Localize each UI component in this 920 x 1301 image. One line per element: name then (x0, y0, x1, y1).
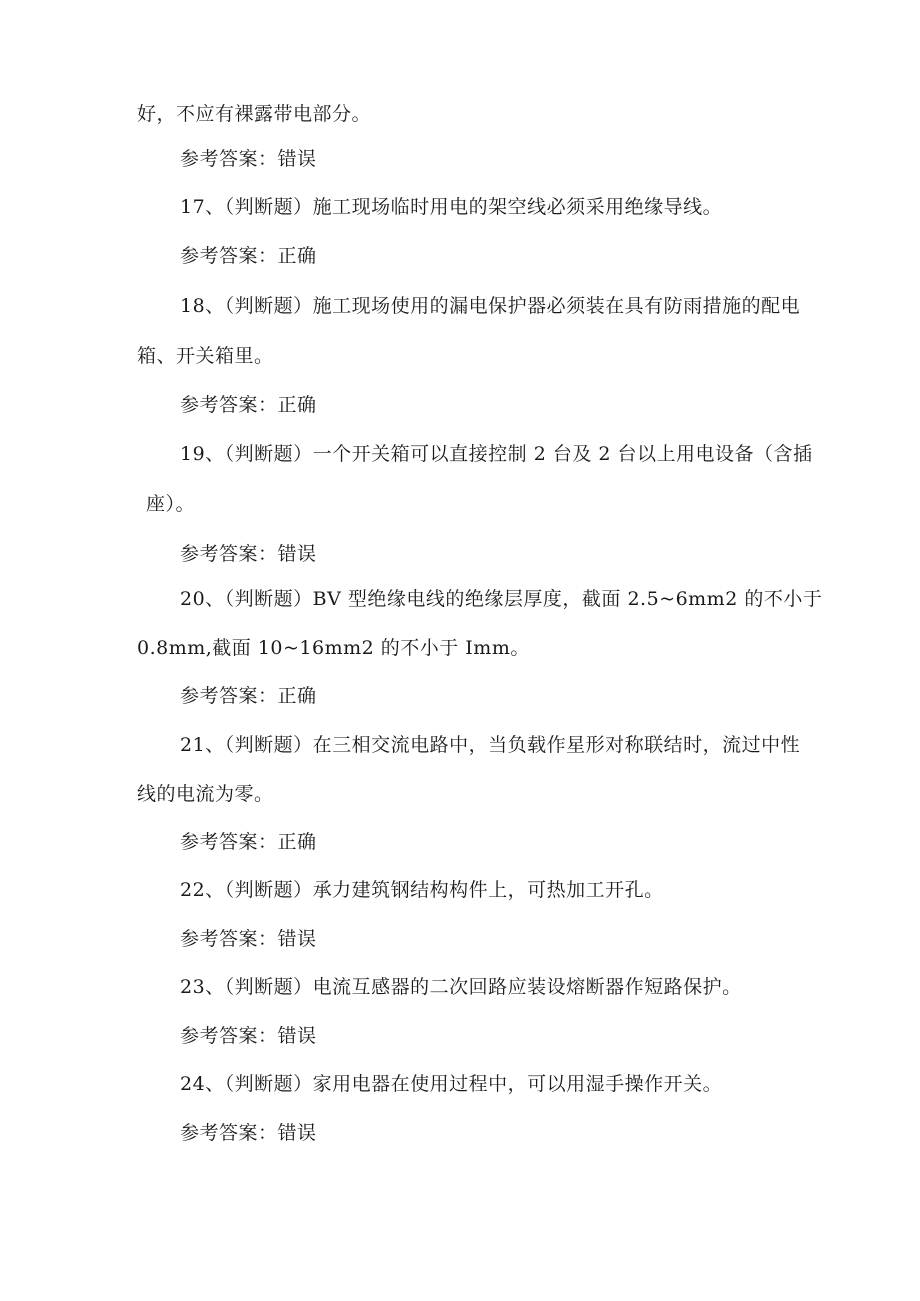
question-23: 23、（判断题）电流互感器的二次回路应装设熔断器作短路保护。 (180, 976, 742, 998)
question-18-line-2: 箱、开关箱里。 (137, 345, 274, 367)
answer-18: 参考答案：正确 (180, 394, 317, 416)
question-22: 22、（判断题）承力建筑钢结构构件上，可热加工开孔。 (180, 879, 664, 901)
question-19-line-1: 19、（判断题）一个开关箱可以直接控制 2 台及 2 台以上用电设备（含插 (180, 443, 813, 465)
question-24: 24、（判断题）家用电器在使用过程中，可以用湿手操作开关。 (180, 1073, 723, 1095)
question-19-line-2: 座）。 (146, 493, 196, 515)
question-17: 17、（判断题）施工现场临时用电的架空线必须采用绝缘导线。 (180, 196, 723, 218)
question-18-line-1: 18、（判断题）施工现场使用的漏电保护器必须装在具有防雨措施的配电 (180, 295, 801, 317)
answer-17: 参考答案：正确 (180, 245, 317, 267)
question-20-line-1: 20、（判断题）BV 型绝缘电线的绝缘层厚度，截面 2.5~6mm2 的不小于 (180, 588, 823, 610)
answer-22: 参考答案：错误 (180, 928, 317, 950)
answer-21: 参考答案：正确 (180, 831, 317, 853)
question-16-continuation: 好，不应有裸露带电部分。 (137, 103, 372, 125)
question-21-line-2: 线的电流为零。 (137, 783, 274, 805)
question-20-line-2: 0.8mm,截面 10~16mm2 的不小于 Imm。 (137, 637, 530, 659)
question-21-line-1: 21、（判断题）在三相交流电路中，当负载作星形对称联结时，流过中性 (180, 734, 801, 756)
answer-23: 参考答案：错误 (180, 1025, 317, 1047)
answer-16: 参考答案：错误 (180, 148, 317, 170)
answer-24: 参考答案：错误 (180, 1122, 317, 1144)
answer-20: 参考答案：正确 (180, 685, 317, 707)
answer-19: 参考答案：错误 (180, 543, 317, 565)
